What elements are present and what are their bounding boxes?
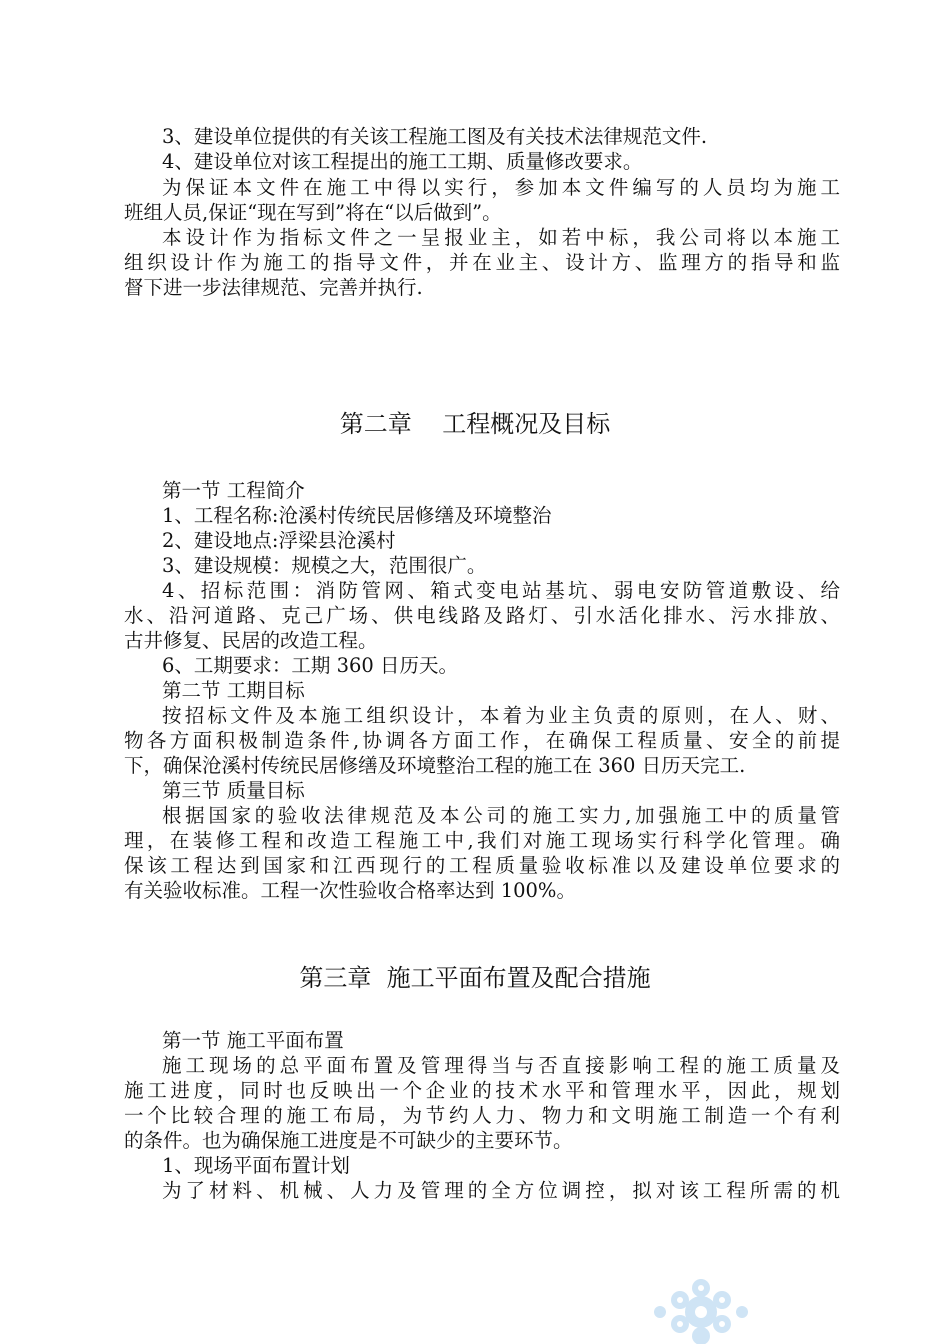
- list-item: 4、招标范围：消防管网、箱式变电站基坑、弱电安防管道敷设、给: [162, 579, 840, 602]
- paragraph-line: 督下进一步法律规范、完善并执行.: [124, 276, 423, 299]
- section-heading: 第三节 质量目标: [162, 779, 305, 802]
- paragraph-line: 组织设计作为施工的指导文件，并在业主、设计方、监理方的指导和监: [124, 251, 840, 274]
- paragraph-line: 的条件。也为确保施工进度是不可缺少的主要环节。: [124, 1129, 573, 1152]
- paragraph-line: 施工进度，同时也反映出一个企业的技术水平和管理水平，因此，规划: [124, 1079, 840, 1102]
- paragraph-line: 为了材料、机械、人力及管理的全方位调控，拟对该工程所需的机: [162, 1179, 840, 1202]
- paragraph-line: 理，在装修工程和改造工程施工中,我们对施工现场实行科学化管理。确: [124, 829, 840, 852]
- paragraph-line: 3、建设单位提供的有关该工程施工图及有关技术法律规范文件.: [162, 125, 708, 148]
- paragraph-line: 本设计作为指标文件之一呈报业主，如若中标，我公司将以本施工: [162, 226, 840, 249]
- paragraph-line: 保该工程达到国家和江西现行的工程质量验收标准以及建设单位要求的: [124, 854, 840, 877]
- paragraph-line: 为保证本文件在施工中得以实行，参加本文件编写的人员均为施工: [162, 176, 840, 199]
- paragraph-line: 下，确保沧溪村传统民居修缮及环境整治工程的施工在 360 日历天完工.: [124, 754, 746, 777]
- section-heading: 第二节 工期目标: [162, 679, 305, 702]
- section-heading: 第一节 施工平面布置: [162, 1029, 344, 1052]
- paragraph-line: 根据国家的验收法律规范及本公司的施工实力,加强施工中的质量管: [162, 804, 840, 827]
- list-item: 2、建设地点:浮梁县沧溪村: [162, 529, 396, 552]
- section-heading: 第一节 工程简介: [162, 479, 305, 502]
- paragraph-line: 按招标文件及本施工组织设计，本着为业主负责的原则，在人、财、: [162, 704, 840, 727]
- snowflake-watermark-icon: [646, 1272, 756, 1344]
- paragraph-line: 4、建设单位对该工程提出的施工工期、质量修改要求。: [162, 150, 643, 173]
- paragraph-line: 物各方面积极制造条件,协调各方面工作，在确保工程质量、安全的前提: [124, 729, 840, 752]
- paragraph-line: 水、沿河道路、克己广场、供电线路及路灯、引水活化排水、污水排放、: [124, 604, 840, 627]
- chapter-heading: 第三章 施工平面布置及配合措施: [299, 964, 651, 992]
- chapter-heading: 第二章 工程概况及目标: [339, 410, 611, 438]
- list-item: 1、工程名称:沧溪村传统民居修缮及环境整治: [162, 504, 552, 527]
- paragraph-line: 一个比较合理的施工布局，为节约人力、物力和文明施工制造一个有利: [124, 1104, 840, 1127]
- list-item: 1、现场平面布置计划: [162, 1154, 350, 1177]
- paragraph-line: 有关验收标准。工程一次性验收合格率达到 100%。: [124, 879, 576, 902]
- paragraph-line: 古井修复、民居的改造工程。: [124, 629, 378, 652]
- list-item: 6、工期要求：工期 360 日历天。: [162, 654, 459, 677]
- paragraph-line: 班组人员,保证“现在写到”将在“以后做到”。: [124, 201, 502, 224]
- paragraph-line: 施工现场的总平面布置及管理得当与否直接影响工程的施工质量及: [162, 1054, 840, 1077]
- list-item: 3、建设规模：规模之大，范围很广。: [162, 554, 487, 577]
